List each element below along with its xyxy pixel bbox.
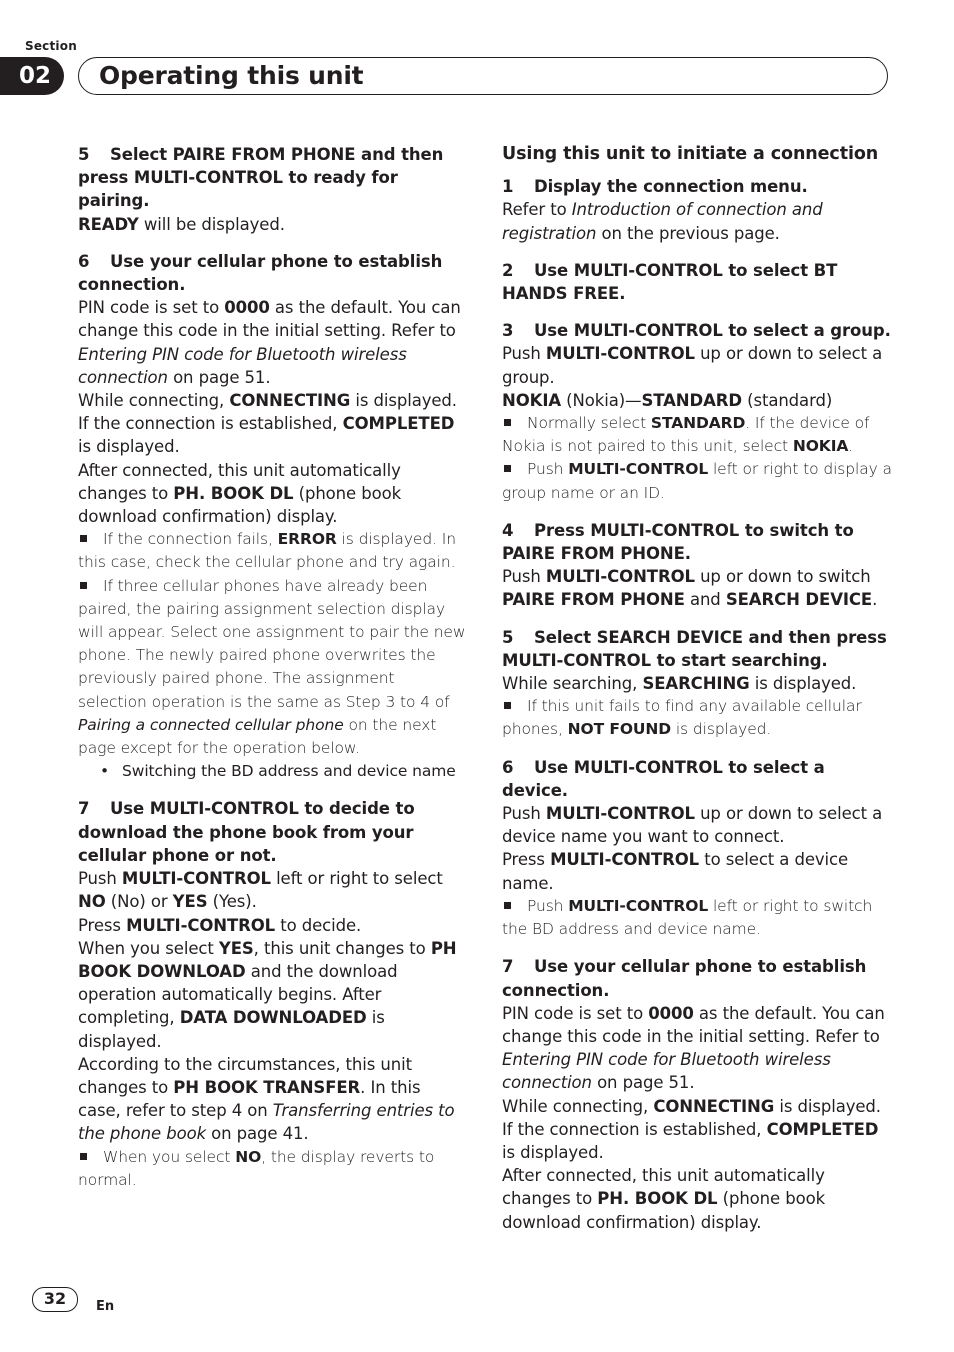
- section-number-badge: [0, 57, 64, 95]
- text: to select a device name.: [502, 850, 849, 893]
- paragraph: [78, 1053, 468, 1146]
- note: [502, 895, 892, 941]
- text: (phone book download confirmation) display.: [502, 1189, 826, 1232]
- step-5-left: [78, 143, 468, 236]
- paragraph: [502, 1095, 892, 1165]
- text: (Yes).: [207, 892, 257, 912]
- step-heading: [502, 259, 892, 305]
- paragraph: [78, 867, 468, 913]
- text: to decide.: [275, 915, 362, 935]
- control-name: MULTI-CONTROL: [568, 896, 709, 915]
- pin-code: 0000: [224, 298, 270, 318]
- text: on the previous page.: [596, 223, 780, 243]
- bullet-item: • Switching the BD address and device name: [78, 760, 468, 783]
- text: left or right to select: [270, 869, 443, 889]
- step-number: 3: [502, 321, 514, 341]
- note: [502, 695, 892, 741]
- display-term: NO: [78, 892, 106, 912]
- step-heading: [502, 955, 892, 1001]
- text: If the connection fails,: [103, 530, 278, 549]
- page-title: Operating this unit: [99, 61, 364, 90]
- paragraph: [502, 672, 892, 695]
- note: [502, 458, 892, 504]
- text: PIN code is set to: [78, 298, 225, 318]
- paragraph: [78, 296, 468, 389]
- paragraph: [502, 1164, 892, 1234]
- text: According to the circumstances, this unit changes to: [78, 1054, 412, 1097]
- square-bullet-icon: [504, 702, 511, 709]
- text: Push: [502, 804, 546, 824]
- display-term: DATA DOWNLOADED: [179, 1008, 367, 1028]
- text: is displayed.: [78, 1008, 385, 1051]
- control-name: MULTI-CONTROL: [568, 460, 709, 479]
- section-label: Section: [25, 39, 77, 53]
- step-number: 7: [502, 957, 514, 977]
- step-6-right: [502, 756, 892, 942]
- step-heading-text: Select SEARCH DEVICE and then press MULTI-CONTROL to start searching.: [502, 627, 887, 670]
- step-heading: [78, 797, 468, 867]
- step-7-left: [78, 797, 468, 1191]
- paragraph: [502, 802, 892, 848]
- text: While connecting,: [502, 1096, 654, 1116]
- text: . In this case, refer to step 4 on: [78, 1077, 421, 1121]
- paragraph: [502, 389, 892, 412]
- text: on page 51.: [591, 1073, 695, 1093]
- control-name: MULTI-CONTROL: [545, 344, 695, 364]
- step-heading: [502, 626, 892, 672]
- text: Press: [78, 915, 127, 935]
- control-name: MULTI-CONTROL: [550, 850, 700, 870]
- display-term: NO: [235, 1147, 262, 1166]
- step-number: 7: [78, 799, 90, 819]
- text: is displayed. If the connection is established,: [78, 391, 457, 434]
- paragraph: [78, 389, 468, 459]
- square-bullet-icon: [504, 419, 511, 426]
- text: If this unit fails to find any available cellular phones,: [502, 697, 862, 739]
- control-name: MULTI-CONTROL: [126, 915, 276, 935]
- text: Push: [78, 869, 122, 889]
- step-heading-text: Use your cellular phone to establish connection.: [78, 251, 443, 295]
- text: as the default. You can change this code in the initial setting. Refer to: [78, 298, 461, 341]
- display-term: STANDARD: [650, 414, 746, 433]
- paragraph: [78, 459, 468, 529]
- display-term: PH BOOK TRANSFER: [173, 1077, 361, 1097]
- display-term: CONNECTING: [229, 391, 351, 411]
- step-heading-text: Use MULTI-CONTROL to select BT HANDS FREE.: [502, 260, 838, 304]
- step-5-right: [502, 626, 892, 742]
- display-term: CONNECTING: [653, 1096, 775, 1116]
- page-number: 32: [32, 1287, 78, 1312]
- paragraph: [502, 1002, 892, 1095]
- display-term: ERROR: [277, 530, 337, 549]
- paragraph: [78, 937, 468, 1053]
- step-heading: [502, 756, 892, 802]
- step-3-right: [502, 319, 892, 505]
- text: When you select: [78, 938, 219, 958]
- step-heading: [502, 519, 892, 565]
- text: .: [872, 590, 878, 610]
- text: Push: [502, 344, 546, 364]
- title-bar: [78, 57, 888, 95]
- display-term: NOT FOUND: [567, 720, 672, 739]
- step-number: 6: [502, 757, 514, 777]
- display-term: STANDARD: [641, 390, 742, 410]
- step-heading: [78, 250, 468, 296]
- text: When you select: [103, 1147, 236, 1166]
- display-term: PH. BOOK DL: [173, 483, 294, 503]
- text: Push: [527, 460, 569, 479]
- paragraph: [502, 565, 892, 611]
- step-number: 2: [502, 260, 514, 280]
- text: up or down to select a device name you want to connect.: [502, 804, 883, 847]
- text: up or down to switch: [694, 567, 871, 587]
- text: (Nokia)—: [561, 390, 642, 410]
- step-heading-text: Press MULTI-CONTROL to switch to PAIRE FROM PHONE.: [502, 520, 854, 564]
- cross-reference: Entering PIN code for Bluetooth wireless connection: [78, 344, 407, 387]
- step-4-right: [502, 519, 892, 612]
- square-bullet-icon: [504, 902, 511, 909]
- text: is displayed.: [749, 674, 857, 694]
- paragraph: [502, 342, 892, 388]
- cross-reference: Pairing a connected cellular phone: [78, 715, 344, 734]
- square-bullet-icon: [80, 535, 87, 542]
- text: Normally select: [527, 414, 651, 433]
- note: [78, 575, 468, 761]
- step-heading-text: Use your cellular phone to establish connection.: [502, 957, 867, 1000]
- note: [502, 412, 892, 458]
- text: on page 41.: [206, 1124, 309, 1144]
- right-column: [502, 143, 892, 1248]
- text: is displayed. In this case, check the cellular phone and try again.: [78, 530, 456, 572]
- language-label: En: [96, 1299, 115, 1314]
- step-heading-text: Use MULTI-CONTROL to select a device.: [502, 757, 825, 800]
- text: After connected, this unit automatically changes to: [502, 1166, 825, 1209]
- text: and the download operation automatically begins. After completing,: [78, 961, 398, 1028]
- display-term: YES: [218, 938, 254, 958]
- text: While connecting,: [78, 391, 230, 411]
- text: is displayed.: [671, 720, 772, 739]
- display-term: NOKIA: [502, 390, 562, 410]
- text: up or down to select a group.: [502, 344, 883, 387]
- left-column: [78, 143, 468, 1206]
- pin-code: 0000: [648, 1003, 694, 1023]
- cross-reference: Transferring entries to the phone book: [78, 1101, 455, 1144]
- text: Refer to: [502, 200, 572, 220]
- text: is displayed.: [502, 1142, 604, 1162]
- control-name: MULTI-CONTROL: [121, 869, 271, 889]
- display-term: PH BOOK DOWNLOAD: [78, 938, 457, 981]
- note: [78, 1146, 468, 1192]
- display-term: COMPLETED: [342, 414, 455, 434]
- text: Push: [502, 567, 546, 587]
- display-term: PH. BOOK DL: [597, 1189, 718, 1209]
- step-2-right: [502, 259, 892, 305]
- control-name: MULTI-CONTROL: [545, 567, 695, 587]
- text: as the default. You can change this code in the initial setting. Refer to: [502, 1003, 885, 1046]
- step-heading: [502, 175, 892, 198]
- step-heading: [502, 319, 892, 342]
- display-term: NOKIA: [792, 437, 849, 456]
- text: and: [684, 590, 726, 610]
- display-term: YES: [172, 892, 208, 912]
- step-heading-text: Display the connection menu.: [534, 177, 808, 197]
- text: is displayed. If the connection is established,: [502, 1096, 881, 1139]
- step-heading-text: Select PAIRE FROM PHONE and then press MULTI-CONTROL to ready for pairing.: [78, 145, 444, 211]
- text: . If the device of Nokia is not paired to this unit, select: [502, 414, 870, 456]
- text: is displayed.: [78, 437, 180, 457]
- text: .: [848, 437, 854, 456]
- cross-reference: Entering PIN code for Bluetooth wireless connection: [502, 1050, 831, 1093]
- step-6-left: [78, 250, 468, 784]
- square-bullet-icon: [80, 1153, 87, 1160]
- section-number: 02: [18, 63, 51, 89]
- text: , this unit changes to: [253, 938, 431, 958]
- step-number: 4: [502, 520, 514, 540]
- text: (phone book download confirmation) display.: [78, 483, 402, 527]
- display-term: COMPLETED: [766, 1119, 879, 1139]
- text: will be displayed.: [138, 214, 285, 234]
- step-heading-text: Use MULTI-CONTROL to select a group.: [534, 321, 891, 341]
- text: on the next page except for the operation below.: [78, 715, 437, 758]
- control-name: MULTI-CONTROL: [545, 804, 695, 824]
- note: [78, 528, 468, 574]
- paragraph: [78, 213, 468, 236]
- text: If three cellular phones have already been paired, the pairing assignment selection display will appear. Select one assignment to pair the new phone. The newly paired phone overwrites the previously paired phone. The assignment selection operation is the same as Step 3 to 4 of: [78, 576, 466, 711]
- text: on page 51.: [167, 367, 271, 387]
- paragraph: [502, 198, 892, 244]
- paragraph: [78, 914, 468, 937]
- text: After connected, this unit automatically changes to: [78, 460, 401, 503]
- step-1-right: [502, 175, 892, 245]
- step-number: 5: [502, 627, 514, 647]
- step-number: 5: [78, 145, 90, 164]
- square-bullet-icon: [80, 582, 87, 589]
- display-term: READY: [78, 214, 139, 234]
- display-term: SEARCH DEVICE: [725, 590, 873, 610]
- cross-reference: Introduction of connection and registration: [502, 200, 823, 243]
- step-number: 1: [502, 177, 514, 197]
- text: Push: [527, 896, 569, 915]
- step-heading-text: Use MULTI-CONTROL to decide to download the phone book from your cellular phone or not.: [78, 799, 415, 865]
- text: (No) or: [105, 892, 173, 912]
- step-number: 6: [78, 251, 90, 271]
- step-heading: [78, 143, 468, 213]
- display-term: PAIRE FROM PHONE: [502, 590, 685, 610]
- text: While searching,: [502, 674, 643, 694]
- subsection-heading: Using this unit to initiate a connection: [502, 144, 879, 164]
- text: left or right to switch the BD address and device name.: [502, 896, 873, 939]
- text: PIN code is set to: [502, 1003, 649, 1023]
- step-7-right: [502, 955, 892, 1233]
- square-bullet-icon: [504, 465, 511, 472]
- paragraph: [502, 848, 892, 894]
- display-term: SEARCHING: [642, 674, 750, 694]
- text: left or right to display a group name or an ID.: [502, 460, 892, 502]
- text: (standard): [741, 390, 833, 410]
- text: , the display reverts to normal.: [78, 1147, 435, 1189]
- text: Press: [502, 850, 551, 870]
